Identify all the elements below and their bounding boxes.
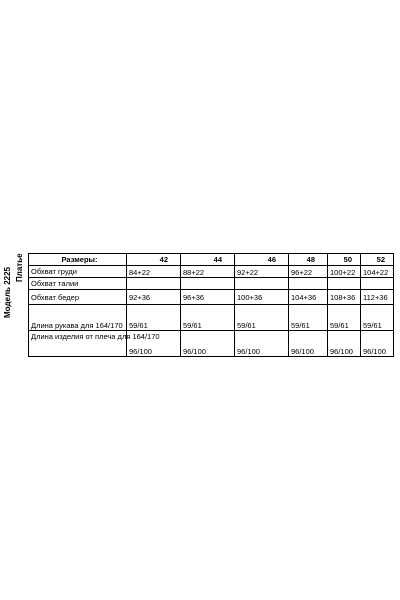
cell-value — [181, 278, 235, 290]
cell-value: 104+22 — [361, 266, 394, 278]
cell-value: 96+22 — [289, 266, 328, 278]
cell-value: 59/61 — [328, 305, 361, 331]
cell-value: 92+22 — [235, 266, 289, 278]
size-header: 46 — [235, 254, 289, 266]
cell-value: 96/100 — [181, 331, 235, 357]
cell-value: 96/100 — [127, 331, 181, 357]
row-label: Длина изделия от плеча для 164/170 — [29, 331, 127, 357]
size-table — [28, 253, 394, 357]
cell-value: 59/61 — [289, 305, 328, 331]
cell-value: 92+36 — [127, 290, 181, 305]
cell-value: 108+36 — [328, 290, 361, 305]
table-row — [29, 266, 394, 278]
cell-value: 59/61 — [361, 305, 394, 331]
product-label: Платье — [15, 253, 24, 282]
table-row — [29, 290, 394, 305]
cell-value: 96+36 — [181, 290, 235, 305]
sizes-header-label: Размеры: — [29, 254, 127, 266]
cell-value — [289, 278, 328, 290]
size-header: 44 — [181, 254, 235, 266]
cell-value — [328, 278, 361, 290]
cell-value: 59/61 — [235, 305, 289, 331]
cell-value: 100+36 — [235, 290, 289, 305]
table-row — [29, 278, 394, 290]
size-header: 48 — [289, 254, 328, 266]
cell-value: 104+36 — [289, 290, 328, 305]
cell-value: 112+36 — [361, 290, 394, 305]
cell-value — [127, 278, 181, 290]
size-header: 52 — [361, 254, 394, 266]
size-header: 42 — [127, 254, 181, 266]
cell-value — [235, 278, 289, 290]
cell-value: 100+22 — [328, 266, 361, 278]
row-label: Обхват бедер — [29, 290, 127, 305]
model-label: Модель 2225 — [3, 267, 12, 318]
table-row — [29, 331, 394, 357]
cell-value: 96/100 — [328, 331, 361, 357]
table-header-row — [29, 254, 394, 266]
row-label: Длина рукава для 164/170 — [29, 305, 127, 331]
cell-value: 84+22 — [127, 266, 181, 278]
cell-value: 59/61 — [181, 305, 235, 331]
row-label: Обхват талии — [29, 278, 127, 290]
cell-value: 96/100 — [289, 331, 328, 357]
cell-value: 59/61 — [127, 305, 181, 331]
cell-value — [361, 278, 394, 290]
cell-value: 88+22 — [181, 266, 235, 278]
row-label: Обхват груди — [29, 266, 127, 278]
table-row — [29, 305, 394, 331]
size-header: 50 — [328, 254, 361, 266]
cell-value: 96/100 — [361, 331, 394, 357]
cell-value: 96/100 — [235, 331, 289, 357]
